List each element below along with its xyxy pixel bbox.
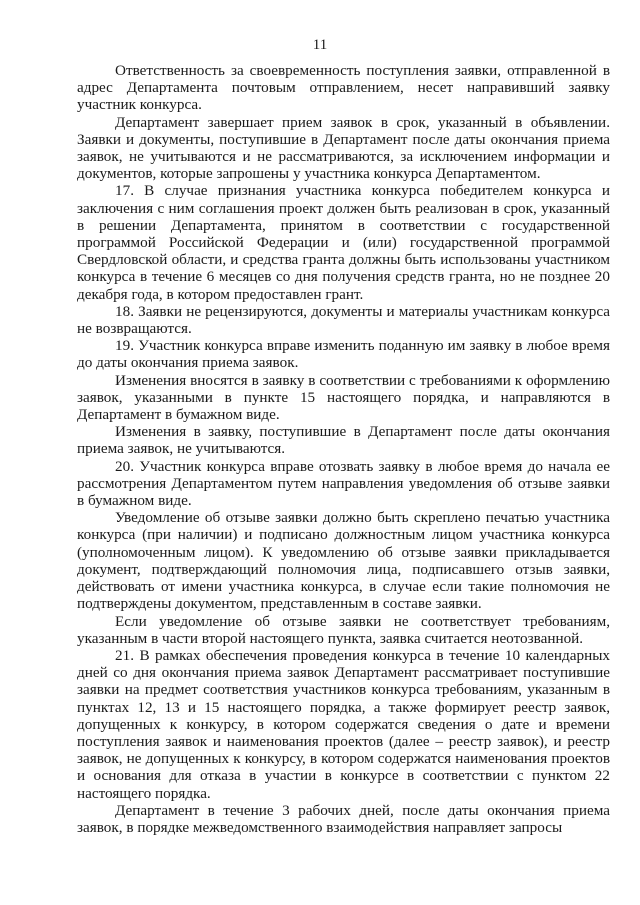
paragraph-item-20: 20. Участник конкурса вправе отозвать заявку в любое время до начала ее рассмотрения Департаментом путем направления уведомления об отзыве заявки в бумажном виде. [77,457,610,510]
page-number: 11 [312,37,328,53]
paragraph-item-18: 18. Заявки не рецензируются, документы и материалы участникам конкурса не возвращаются. [77,302,610,338]
paragraph-item-19: 19. Участник конкурса вправе изменить поданную им заявку в любое время до даты окончания приема заявок. [77,337,610,372]
paragraph-acceptance-deadline: Департамент завершает прием заявок в срок, указанный в объявлении. Заявки и документы, поступившие в Департамент после даты окончания приема заявок, не учитываются и не рассматриваются, за исключением информации и документов, которые запрошены у участника конкурса Департаментом. [77,113,610,183]
paragraph-changes-late: Изменения в заявку, поступившие в Департамент после даты окончания приема заявок, не учитываются. [77,423,610,458]
document-body [77,62,610,836]
paragraph-item-21: 21. В рамках обеспечения проведения конкурса в течение 10 календарных дней со дня окончания приема заявок Департамент рассматривает поступившие заявки на предмет соответствия участников конкурса требованиям, указанным в пунктах 12, 13 и 15 настоящего порядка, а также формирует реестр заявок, допущенных к конкурсу, в котором содержатся сведения о дате и времени поступления заявок и наименования проектов (далее – реестр заявок), и реестр заявок, не допущенных к конкурсу, в котором содержатся наименования проектов и основания для отказа в участии в конкурсе в соответствии с пунктом 22 настоящего порядка. [77,646,610,802]
paragraph-withdrawal-invalid: Если уведомление об отзыве заявки не соответствует требованиям, указанным в части второй настоящего пункта, заявка считается неотозванной. [77,612,610,647]
paragraph-withdrawal-notice: Уведомление об отзыве заявки должно быть скреплено печатью участника конкурса (при наличии) и подписано должностным лицом участника конкурса (уполномоченным лицом). К уведомлению об отзыве заявки прикладывается документ, подтверждающий полномочия лица, подписавшего отзыв заявки, действовать от имени участника конкурса, в случае если такие полномочия не подтверждены документом, представленным в составе заявки. [77,509,610,613]
paragraph-changes-requirements: Изменения вносятся в заявку в соответствии с требованиями к оформлению заявок, указанными в пункте 15 настоящего порядка, и направляются в Департамент в бумажном виде. [77,371,610,424]
paragraph-interagency-requests: Департамент в течение 3 рабочих дней, после даты окончания приема заявок, в порядке межведомственного взаимодействия направляет запросы [77,801,610,836]
paragraph-responsibility-postal: Ответственность за своевременность поступления заявки, отправленной в адрес Департамента почтовым отправлением, несет направивший заявку участник конкурса. [77,62,610,114]
paragraph-item-17: 17. В случае признания участника конкурса победителем конкурса и заключения с ним соглашения проект должен быть реализован в срок, указанный в решении Департамента, принятом в соответствии с государственной программой Российской Федерации и (или) государственной программой Свердловской области, и средства гранта должны быть использованы участником конкурса в течение 6 месяцев со дня получения средств гранта, но не позднее 20 декабря года, в котором предоставлен грант. [77,182,610,303]
